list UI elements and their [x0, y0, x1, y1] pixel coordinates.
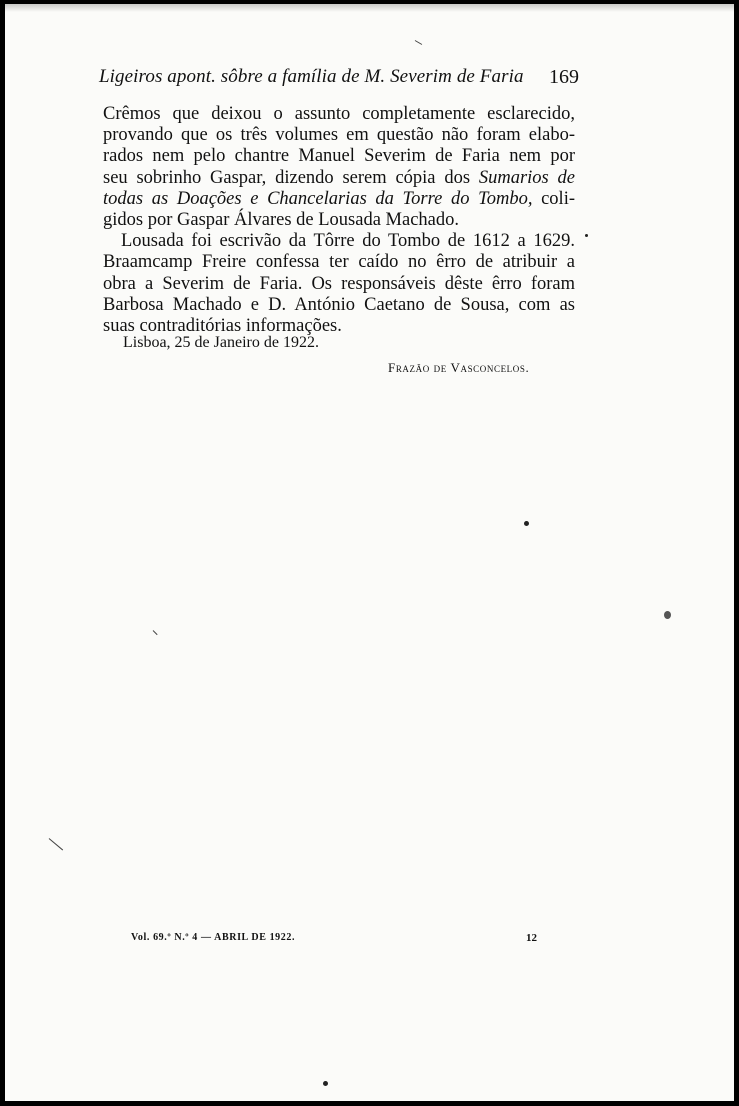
paragraph-1-line-4-italic-title: Sumarios de: [478, 167, 575, 188]
scan-speck: [585, 234, 588, 237]
paragraph-1-line-5-italic-title: todas as Doações e Chancelarias da Torre do Tombo,: [103, 188, 533, 209]
running-head: [99, 66, 579, 94]
scan-edge-shading: [5, 4, 734, 12]
paragraph-2-line-3: obra a Severim de Faria. Os responsáveis dêste êrro foram: [103, 273, 575, 294]
paragraph-1-line-1: Crêmos que deixou o assunto completamente esclarecido,: [103, 104, 575, 124]
body-text: [103, 104, 575, 337]
scan-speck: [323, 1081, 328, 1086]
footer-volume-info: Vol. 69.º N.º 4 — ABRIL DE 1922.: [131, 932, 296, 943]
scan-speck: [664, 611, 671, 619]
paragraph-1-line-5-text: coli-: [532, 188, 576, 209]
scan-scratch: [49, 838, 63, 850]
paragraph-1-line-4: [103, 168, 575, 189]
paragraph-2-line-1: Lousada foi escrivão da Tôrre do Tombo de 1612 a 1629.: [121, 231, 575, 252]
footer-signature-mark: 12: [526, 932, 537, 944]
author-signature: Frazão de Vasconcelos.: [388, 360, 530, 375]
paragraph-1-line-6: gidos por Gaspar Álvares de Lousada Machado.: [103, 209, 460, 230]
scan-scratch: [415, 40, 422, 45]
paragraph-1-line-3: rados nem pelo chantre Manuel Severim de Faria nem por: [103, 146, 575, 167]
paragraph-1-line-5: [103, 189, 575, 210]
paragraph-2-line-4: Barbosa Machado e D. António Caetano de Sousa, com as: [103, 294, 575, 315]
page-number: 169: [549, 66, 579, 88]
scan-speck: [524, 521, 529, 526]
paragraph-2-line-2: Braamcamp Freire confessa ter caído no êrro de atribuir a: [103, 252, 575, 273]
dateline: Lisboa, 25 de Janeiro de 1922.: [123, 334, 319, 351]
paragraph-2-line-5: suas contraditórias informações.: [103, 315, 342, 336]
running-head-title: Ligeiros apont. sôbre a família de M. Severim de Faria: [99, 66, 524, 87]
paragraph-1-line-2: provando que os três volumes em questão não foram elabo-: [103, 125, 575, 146]
paragraph-1-line-4-text: seu sobrinho Gaspar, dizendo serem cópia dos: [103, 167, 479, 188]
scan-scratch: [153, 630, 158, 635]
